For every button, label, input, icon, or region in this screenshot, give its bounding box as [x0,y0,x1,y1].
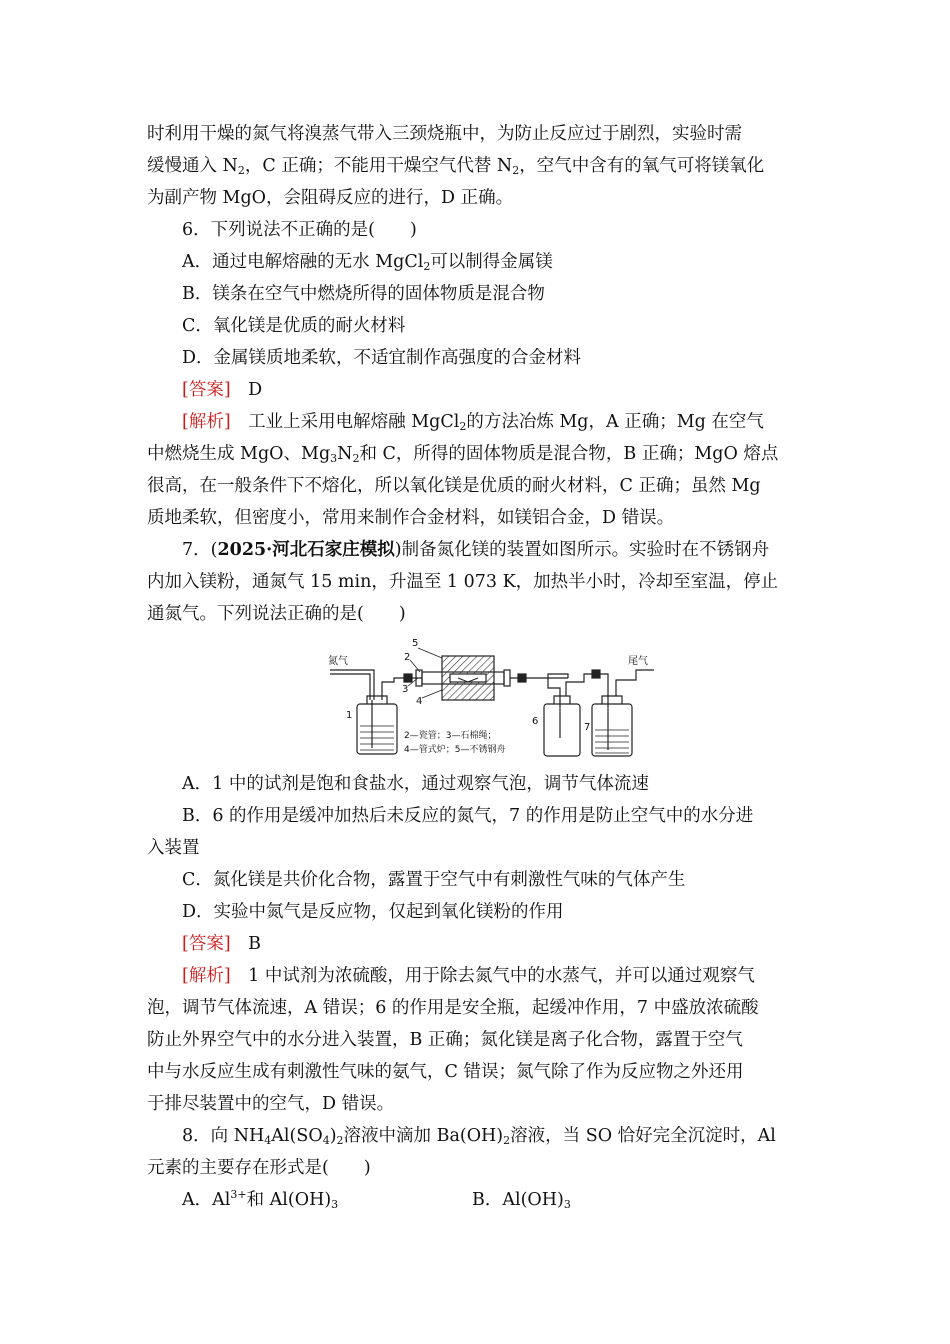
q7-analysis-2: 泡，调节气体流速，A 错误；6 的作用是安全瓶，起缓冲作用，7 中盛放浓硫酸 [147,998,759,1018]
label-2: 2 [404,652,411,663]
legend-line-1: 2—瓷管；3—石棉绳； [404,731,497,741]
apparatus-diagram [322,634,662,762]
answer-tag: [答案] [182,934,231,954]
label-7: 7 [584,722,591,733]
q7-option-d: D．实验中氮气是反应物，仅起到氧化镁粉的作用 [182,902,564,922]
answer-tag: [答案] [182,380,231,400]
label-5: 5 [412,638,419,649]
q6-option-a: A．通过电解熔融的无水 MgCl$_2$可以制得金属镁 [182,252,553,273]
q8-stem-1: 8．向 $NH_4Al(SO_4)_2$溶液中滴加 $Ba(OH)_2$溶液，当 SO 恰好完全沉淀时，Al [182,1126,776,1147]
q6-option-b: B．镁条在空气中燃烧所得的固体物质是混合物 [182,284,545,304]
intro-line-3: 为副产物 MgO，会阻碍反应的进行，D 正确。 [147,188,514,208]
label-nitrogen-in: 氮气 [328,656,348,667]
label-4: 4 [416,696,423,707]
q8-options-row [147,1184,807,1216]
q7-option-b-1: B．6 的作用是缓冲加热后未反应的氮气，7 的作用是防止空气中的水分进 [182,806,754,826]
label-3: 3 [402,684,409,695]
q8-option-a: A．$Al^{3+}$和 $Al(OH)_3$ [182,1188,339,1211]
q7-option-c: C．氮化镁是共价化合物，露置于空气中有刺激性气味的气体产生 [182,870,686,890]
q6-analysis-4: 质地柔软，但密度小，常用来制作合金材料，如镁铝合金，D 错误。 [147,508,675,528]
q7-analysis-3: 防止外界空气中的水分进入装置，B 正确；氮化镁是离子化合物，露置于空气 [147,1030,743,1050]
q7-analysis-5: 于排尽装置中的空气，D 错误。 [147,1094,395,1114]
q6-answer: [答案] D [182,380,263,400]
q7-analysis-1: [解析] 1 中试剂为浓硫酸，用于除去氮气中的水蒸气，并可以通过观察气 [182,966,755,986]
q7-stem-1: 7．(2025·河北石家庄模拟)制备氮化镁的装置如图所示。实验时在不锈钢舟 [182,540,770,560]
q6-option-d: D．金属镁质地柔软，不适宜制作高强度的合金材料 [182,348,582,368]
intro-line-2: 缓慢通入 $N_2$，C 正确；不能用干燥空气代替 $N_2$，空气中含有的氧气可将镁氧化 [147,156,765,177]
q7-stem-2: 内加入镁粉，通氮气 15 min，升温至 1 073 K，加热半小时，冷却至室温，停止 [147,572,779,592]
q6-analysis-3: 很高，在一般条件下不熔化，所以氧化镁是优质的耐火材料，C 正确；虽然 Mg [147,476,761,496]
q7-answer: [答案] B [182,934,262,954]
label-1: 1 [346,710,353,721]
document-page [147,118,807,1216]
q6-analysis-2: 中燃烧生成 MgO、$Mg_3N_2$和 C，所得的固体物质是混合物，B 正确；MgO 熔点 [147,444,779,465]
q8-stem-2: 元素的主要存在形式是( ) [147,1158,371,1178]
q7-option-a: A．1 中的试剂是饱和食盐水，通过观察气泡，调节气体流速 [182,774,649,794]
legend-line-2: 4—管式炉；5—不锈钢舟 [404,745,506,755]
analysis-tag: [解析] [182,966,231,986]
q7-source: 2025·河北石家庄模拟 [217,540,395,560]
label-exhaust: 尾气 [628,656,648,667]
q6-stem: 6．下列说法不正确的是( ) [182,220,417,240]
q7-analysis-4: 中与水反应生成有刺激性气味的氨气，C 错误；氮气除了作为反应物之外还用 [147,1062,744,1082]
q6-analysis-1: [解析] 工业上采用电解熔融 MgCl$_2$的方法冶炼 Mg，A 正确；Mg 在空气 [182,412,764,433]
analysis-tag: [解析] [182,412,231,432]
intro-line-1: 时利用干燥的氮气将溴蒸气带入三颈烧瓶中，为防止反应过于剧烈，实验时需 [147,124,742,144]
q6-option-c: C．氧化镁是优质的耐火材料 [182,316,406,336]
q7-option-b-2: 入装置 [147,838,200,858]
q7-stem-3: 通氮气。下列说法正确的是( ) [147,604,406,624]
q8-option-b: B．$Al(OH)_3$ [472,1190,571,1211]
label-6: 6 [532,716,539,727]
